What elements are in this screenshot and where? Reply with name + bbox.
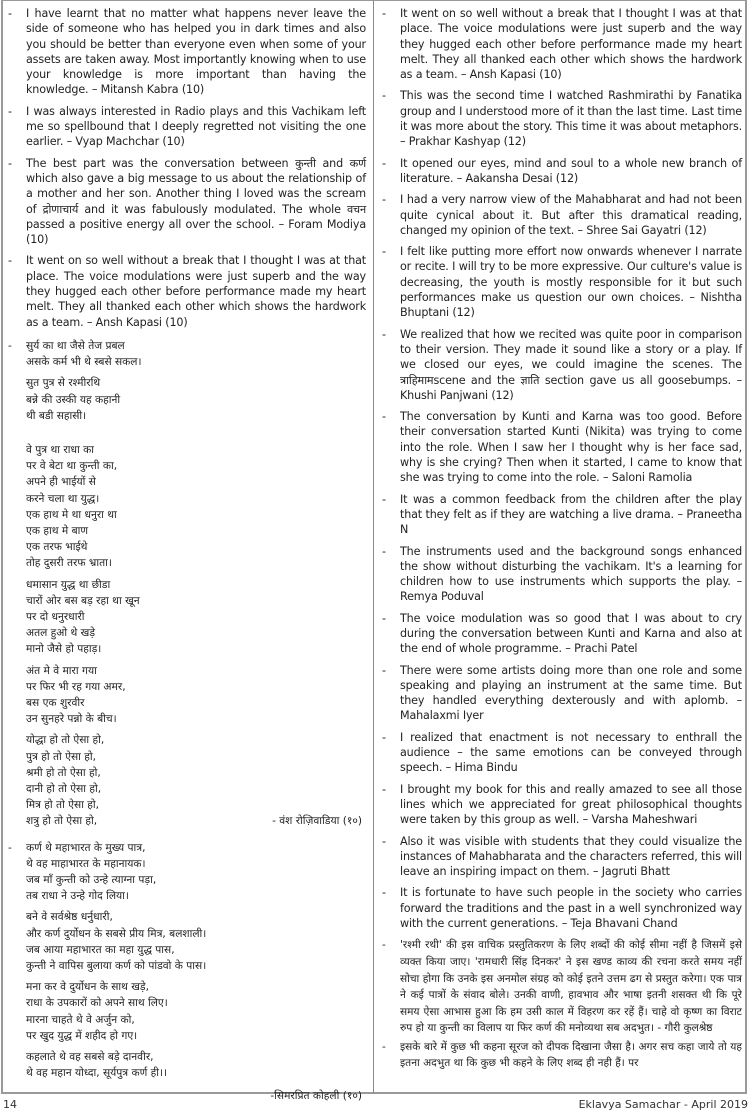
feedback-item: [8, 104, 366, 150]
poem-stanza: [26, 338, 366, 370]
bullet-dash: -: [382, 834, 386, 848]
feedback-item: [382, 885, 742, 931]
poem-line: करने चला था युद्ध।: [26, 492, 100, 505]
bullet-dash: -: [8, 156, 12, 170]
poem-line: जब माँ कुन्ती को उन्हे त्याग्ना पड़ा,: [26, 874, 157, 887]
page-number: 14: [3, 1098, 17, 1111]
feedback-item: [382, 492, 742, 538]
bullet-dash: -: [382, 410, 386, 424]
poem-stanza: [26, 1049, 366, 1081]
bullet-dash: -: [382, 611, 386, 625]
poem-line: अपने ही भाईयों से: [26, 476, 96, 489]
bullet-dash: -: [382, 492, 386, 506]
feedback-item: [382, 156, 742, 187]
poem-line: पुत्र हो तो ऐसा हो,: [26, 750, 96, 763]
poem-stanza: [26, 577, 366, 658]
right-column: [382, 6, 742, 1074]
poem-line: एक तरफ भाईथे: [26, 541, 88, 554]
poem-line: जब आया महाभारत का महा युद्ध पास,: [26, 943, 175, 956]
feedback-text: It was a common feedback from the children after the play that they felt as if they are watching a live drama. – Praneetha N: [400, 492, 742, 537]
feedback-item: [382, 544, 742, 605]
poem-line: योद्धा हो तो ऐसा हो,: [26, 734, 105, 747]
poem-stanza: [26, 732, 366, 829]
poem-line: सुर्य का था जैसे तेज प्रबल: [26, 339, 125, 352]
feedback-text: It is fortunate to have such people in the society who carries forward the traditions and the past in a well synchronized way with the current generations. – Teja Bhavani Chand: [400, 886, 742, 931]
feedback-text: The instruments used and the background songs enhanced the show without disturbing the vachikam. It's a learning for children how to use instruments which supports the play. – Remya Poduval: [400, 544, 742, 604]
bullet-dash: -: [382, 782, 386, 796]
bullet-dash: -: [382, 327, 386, 341]
bullet-dash: -: [382, 89, 386, 103]
bullet-dash: -: [382, 245, 386, 259]
poem-line: थे वह महान योध्दा, सूर्यपुत्र कर्ण ही।।: [26, 1067, 168, 1080]
left-column: [8, 6, 366, 1110]
feedback-text: I have learnt that no matter what happens never leave the side of someone who has helped you in dark times and also you should be better than everyone even when some of your assets are taken away. Most importantly knowing when to use your knowledge is more important than having the knowledge. – Mitansh Kabra (10): [26, 7, 366, 97]
poem-line: शत्रु हो तो ऐसा हो,: [26, 815, 98, 828]
feedback-text: 'रश्मी रथी' की इस वाचिक प्रस्तुतिकरण के लिए शब्दों की कोई सीमा नहीं है जिसमें इसे व्यक्त किया जाए। 'रामधारी सिंह दिनकर' ने इस खण्ड काव्य की रचना करते समय नहीं सोचा होगा कि उनके इस अनमोल संग्रह को कोई इतने उत्तम ढग से प्रस्तुत करेगा। एक पात्र ने कई पात्रों के संवाद बोले। उनकी वाणी, हावभाव और भाषा इतनी शसक्त थी कि पूरे समय ऐसा आभास हुआ कि हम उसी काल में विहरण कर रहें हैं। चाहे वो कृष्ण का विराट रुप हो या कुन्ती का विलाप या फिर कर्ण की मनोव्यथा सब अदभुत। - गौरी कुलश्रेष्ठ: [400, 939, 742, 1035]
poem-line: बने वे सर्वश्रेष्ठ धर्नुधारी,: [26, 911, 113, 924]
poem-line: कहलाते थे वह सबसे बड़े दानवीर,: [26, 1051, 154, 1064]
column-divider: [373, 0, 374, 1094]
feedback-text: It went on so well without a break that I thought I was at that place. The voice modulations were just superb and the way they hugged each other before performance made my heart melt. They all thanked each other which shows the hardwork as a team. – Ansh Kapasi (10): [26, 254, 366, 329]
poem-line: एक हाथ मे था धनुरा था: [26, 508, 117, 521]
feedback-text: I had a very narrow view of the Mahabharat and had not been quite cynical about it. But after this dramatical reading, changed my opinion of the text. – Shree Sai Gayatri (12): [400, 193, 742, 237]
feedback-text: Also it was visible with students that they could visualize the instances of Mahabharata and the characters referred, this will leave an inspiring impact on them. – Jagruti Bhatt: [400, 834, 742, 879]
poem-line: मारना चाहते थे वे अर्जुन को,: [26, 1013, 135, 1026]
feedback-text: It opened our eyes, mind and soul to a whole new branch of literature. – Aakansha Desai (12): [400, 156, 742, 185]
poem-line: एक हाथ मे बाण: [26, 524, 89, 537]
feedback-item: [382, 782, 742, 828]
poem-line: पर दो धनुरधारी: [26, 610, 85, 623]
feedback-item: [382, 834, 742, 880]
poem-line: पर खुद युद्ध में शहीद हो गए।: [26, 1029, 138, 1042]
poem-stanza: [26, 840, 366, 905]
bullet-dash: -: [382, 7, 386, 20]
feedback-item: [8, 156, 366, 248]
poem-line: थे वह माहाभारत के महानायक।: [26, 857, 146, 870]
feedback-item: [382, 409, 742, 485]
feedback-item-hindi: [382, 1039, 742, 1072]
bullet-dash: -: [382, 544, 386, 558]
poem-line: राधा के उपकारों को अपने साथ लिए।: [26, 997, 168, 1010]
poem-signature-row: [26, 1086, 366, 1104]
poem-line: कर्ण थे महाभारत के मुख्य पात्र,: [26, 841, 146, 854]
feedback-text: The voice modulation was so good that I was about to cry during the conversation between Kunti and Karna and also at the end of whole programme. – Prachi Patel: [400, 611, 742, 656]
feedback-item: [382, 244, 742, 320]
poem-author: -सिमरप्रित कोहली (१०): [270, 1090, 362, 1103]
poem-line: वे पुत्र था राधा का: [26, 443, 94, 456]
poem-line: दानी हो तो ऐसा हो,: [26, 783, 102, 796]
poem-line: उन सुनहरे पन्नो के बीच।: [26, 713, 117, 726]
feedback-item: [8, 253, 366, 329]
publication-footer: Eklavya Samachar - April 2019: [578, 1098, 748, 1111]
poem-stanza: [26, 663, 366, 728]
poem-karna-1: [8, 338, 366, 830]
bullet-dash: -: [382, 1040, 386, 1053]
feedback-text: I brought my book for this and really amazed to see all those lines which we appreciated for great philosophical thoughts were taken by this group as well. – Varsha Maheshwari: [400, 782, 742, 827]
feedback-item: [382, 611, 742, 657]
poem-line: धमासान युद्ध था छीडा: [26, 578, 111, 591]
poem-line: श्रमी हो तो ऐसा हो,: [26, 766, 101, 779]
feedback-text: It went on so well without a break that I thought I was at that place. The voice modulations were just superb and the way they hugged each other before performance made my heart melt. They all thanked each other which shows the hardwork as a team. – Ansh Kapasi (10): [400, 7, 742, 82]
feedback-item: [382, 730, 742, 776]
poem-line: तब राधा ने उन्हे गोद लिया।: [26, 890, 129, 903]
feedback-item: [8, 6, 366, 98]
feedback-text: There were some artists doing more than one role and some speaking and playing an instrument at the same time. But they handled everything dexterously and with aplomb. – Mahalaxmi Iyer: [400, 663, 742, 723]
feedback-text: We realized that how we recited was quite poor in comparison to their version. They made it sound like a story or a play. If we closed our eyes, we could imagine the scenes. The त्राहिमामscene and the ज्ञाति section gave us all goosebumps. – Khushi Panjwani (12): [400, 327, 742, 402]
feedback-item: [382, 192, 742, 238]
poem-line: बन्ने की उस्की यह कहानी: [26, 393, 121, 406]
bullet-dash: -: [382, 730, 386, 744]
poem-line: बस एक शुरवीर: [26, 697, 85, 709]
poem-line: कुन्ती ने वापिस बुलाया कर्ण को पांडवो के पास।: [26, 960, 207, 973]
poem-line: असके कर्म भी थे स्बसे सकल।: [26, 356, 142, 369]
poem-line: पर वे बेटा था कुन्ती का,: [26, 460, 118, 473]
poem-line: सुत पुत्र से रश्मीरथि: [26, 377, 101, 390]
bullet-dash: -: [8, 7, 12, 20]
bullet-dash: -: [8, 841, 12, 854]
bullet-dash: -: [382, 193, 386, 207]
poem-stanza: [26, 979, 366, 1044]
poem-line: मानो जैसे हो पहाड़।: [26, 643, 102, 656]
feedback-text: I realized that enactment is not necessary to enthrall the audience – the same emotions can be conveyed through speech. – Hima Bindu: [400, 730, 742, 775]
poem-stanza: [26, 442, 366, 572]
poem-stanza: [26, 909, 366, 974]
feedback-item: [382, 88, 742, 149]
feedback-text: This was the second time I watched Rashmirathi by Fanatika group and I understood more of it than the last time. Last time it was more about the story. This time it was about metaphors. – Prakhar Kashyap (12): [400, 89, 742, 149]
poem-author: - वंश रोज़िवाडिया (१०): [272, 815, 362, 828]
feedback-text: I felt like putting more effort now onwards whenever I narrate or recite. I will try to be more expressive. Our culture's value is decreasing, the youth is mostly responsible for it but such performances make us question our own choices. – Nishtha Bhuptani (12): [400, 245, 742, 320]
bullet-dash: -: [8, 254, 12, 268]
poem-line: अतल हुओ थे खड़े: [26, 627, 95, 640]
feedback-text: The conversation by Kunti and Karna was too good. Before their conversation started Kunti (Nikita) was trying to come into the role. When I saw her I thought why is her face sad, why is she crying? Then when it started, I came to know that she was trying to come into the role. – Saloni Ramolia: [400, 410, 742, 485]
feedback-text: The best part was the conversation between कुन्ती and कर्ण which also gave a big message to us about the relationship of a mother and her son. Another thing I loved was the scream of द्रोणाचार्य and it was fabulously modulated. The whole वचन passed a positive energy all over the school. – Foram Modiya (10): [26, 156, 366, 247]
bullet-dash: -: [8, 104, 12, 118]
poem-line: चारों ओर बस बड़ रहा था खून: [26, 594, 140, 607]
feedback-item: [382, 6, 742, 82]
poem-line: मित्र हो तो ऐसा हो,: [26, 799, 100, 812]
poem-karna-2: [8, 840, 366, 1105]
poem-line: थी बडी सहासी।: [26, 409, 87, 422]
poem-stanza: [26, 375, 366, 424]
poem-line: और कर्ण दुर्योधन के सबसे प्रीय मित्र, बलशाली।: [26, 927, 207, 940]
poem-line: तोह दुसरी तरफ भ्राता।: [26, 557, 112, 570]
feedback-text: इसके बारे में कुछ भी कहना सूरज को दीपक दिखाना जैसा है। अगर सच कहा जाये तो यह इतना अदभुत था कि कुछ भी कहने के लिए शब्द ही नही हैं। पर: [400, 1040, 742, 1070]
poem-line: मना कर वे दुर्योधन के साथ खड़े,: [26, 981, 149, 994]
poem-line: अंत मे वे मारा गया: [26, 664, 97, 677]
bullet-dash: -: [382, 886, 386, 900]
feedback-item-hindi: [382, 937, 742, 1037]
feedback-text: I was always interested in Radio plays and this Vachikam left me so spellbound that I deeply regretted not visiting the one earlier. – Vyap Machchar (10): [26, 104, 366, 149]
bullet-dash: -: [382, 663, 386, 677]
feedback-item: [382, 663, 742, 724]
bullet-dash: -: [382, 156, 386, 170]
poem-line: पर फिर भी रह गया अमर,: [26, 680, 126, 693]
bullet-dash: -: [382, 939, 386, 952]
feedback-item: [382, 327, 742, 403]
bullet-dash: -: [8, 339, 12, 352]
